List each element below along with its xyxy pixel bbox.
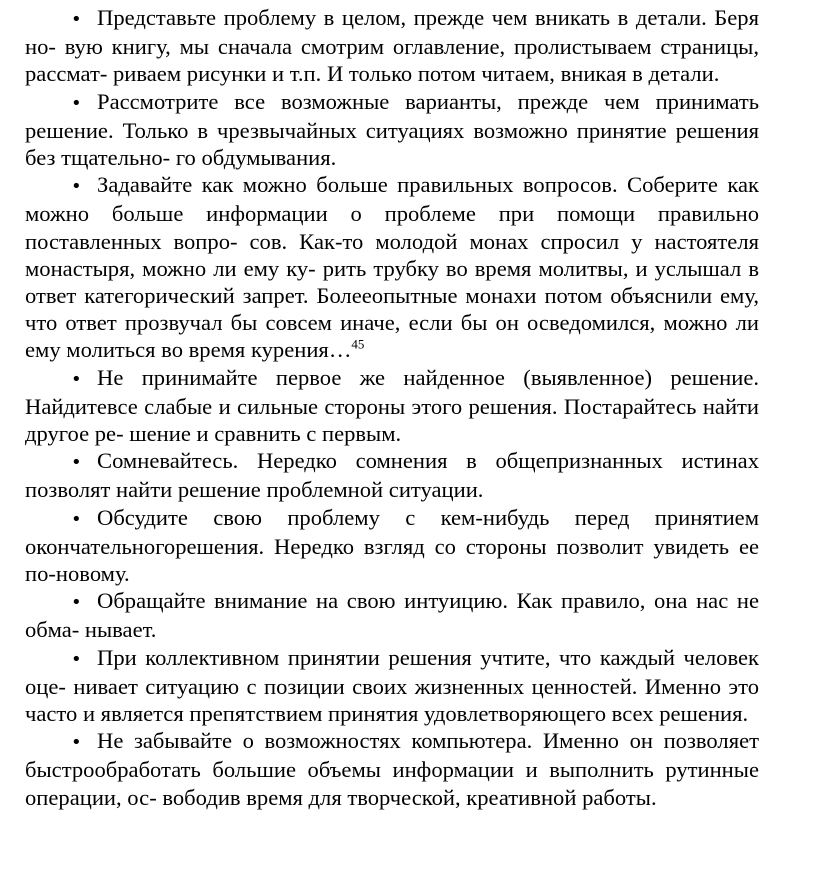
item-text: Задавайте как можно больше правильных вопросов. Соберите как можно больше информации о проблеме при помощи правильно поставленных вопро- сов. Как-то молодой монах спросил у настоятеля монастыря, можно ли ему ку- рить трубку во время молитвы, и услышал в ответ категорический запрет. Болееопытные монахи потом объяснили ему, что ответ прозвучал бы совсем иначе, если бы он осведомился, можно ли ему молиться во время курения…: [25, 172, 759, 363]
list-item: [25, 364, 759, 448]
item-text: Сомневайтесь. Нередко сомнения в общепризнанных истинах позволят найти решение проблемной ситуации.: [25, 448, 759, 503]
document-page: [25, 4, 759, 811]
list-item: [25, 171, 759, 363]
footnote-reference[interactable]: 45: [351, 336, 365, 352]
list-item: [25, 88, 759, 172]
list-item: [25, 644, 759, 728]
bullet-icon: [71, 4, 97, 33]
item-text: При коллективном принятии решения учтите, что каждый человек оце- нивает ситуацию с позиции своих жизненных ценностей. Именно это часто и является препятствием принятия удовлетворяющего всех решения.: [25, 644, 759, 727]
bullet-icon: [71, 88, 97, 117]
list-item: [25, 447, 759, 503]
bullet-icon: [71, 171, 97, 200]
item-text: Представьте проблему в целом, прежде чем вникать в детали. Беря но- вую книгу, мы сначала смотрим оглавление, пролистываем страницы, рассмат- риваем рисунки и т.п. И только потом читаем, вникая в детали.: [25, 5, 759, 87]
list-item: [25, 587, 759, 643]
list-item: [25, 504, 759, 588]
bullet-icon: [71, 587, 97, 616]
bullet-icon: [71, 364, 97, 393]
item-text: Обращайте внимание на свою интуицию. Как правило, она нас не обма- нывает.: [25, 588, 759, 643]
item-text: Обсудите свою проблему с кем-нибудь перед принятием окончательногорешения. Нередко взгляд со стороны позволит увидеть ее по-новому.: [25, 504, 759, 587]
list-item: [25, 727, 759, 811]
bullet-icon: [71, 447, 97, 476]
item-text: Рассмотрите все возможные варианты, прежде чем принимать решение. Только в чрезвычайных ситуациях возможно принятие решения без тщательно- го обдумывания.: [25, 88, 759, 171]
bullet-icon: [71, 727, 97, 756]
list-item: [25, 4, 759, 88]
item-text: Не забывайте о возможностях компьютера. Именно он позволяет быстрообработать большие объемы информации и выполнить рутинные операции, ос- вободив время для творческой, креативной работы.: [25, 728, 759, 810]
bullet-icon: [71, 644, 97, 673]
item-text: Не принимайте первое же найденное (выявленное) решение. Найдитевсе слабые и сильные стороны этого решения. Постарайтесь найти другое ре- шение и сравнить с первым.: [25, 364, 759, 447]
bullet-icon: [71, 504, 97, 533]
